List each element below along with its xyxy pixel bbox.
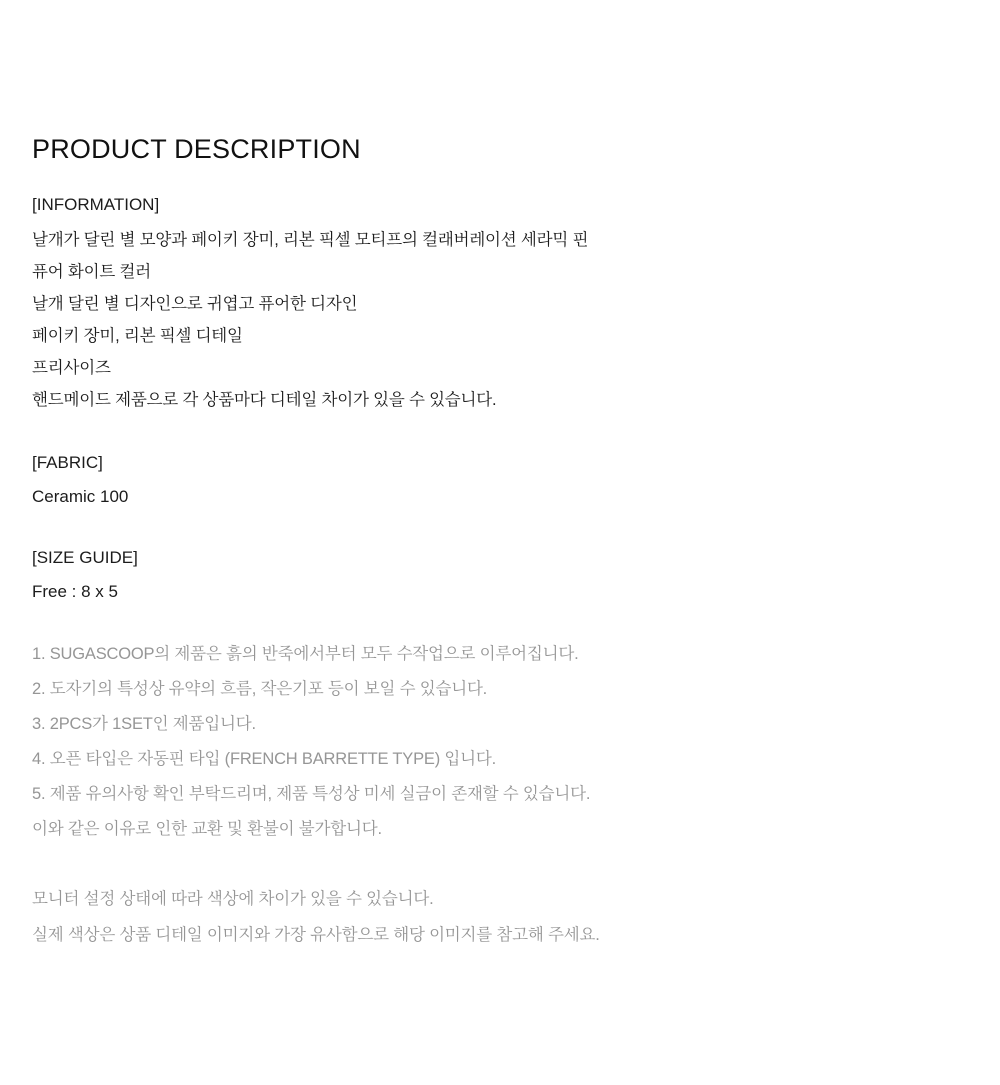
note-line: 2. 도자기의 특성상 유약의 흐름, 작은기포 등이 보일 수 있습니다. [32,680,488,698]
information-lines [32,224,970,416]
information-line: 날개 달린 별 디자인으로 귀엽고 퓨어한 디자인 [32,295,358,313]
information-line: 페이키 장미, 리본 픽셀 디테일 [32,327,243,345]
size-guide-header: [SIZE GUIDE] [32,548,138,567]
information-line: 핸드메이드 제품으로 각 상품마다 디테일 차이가 있을 수 있습니다. [32,391,497,409]
page-title: PRODUCT DESCRIPTION [32,134,361,164]
fabric-value: Ceramic 100 [32,487,129,506]
information-line: 날개가 달린 별 모양과 페이키 장미, 리본 픽셀 모티프의 컬래버레이션 세라믹 핀 [32,231,589,249]
note-line: 3. 2PCS가 1SET인 제품입니다. [32,715,256,733]
note-line: 1. SUGASCOOP의 제품은 흙의 반죽에서부터 모두 수작업으로 이루어집니다. [32,645,579,663]
disclaimer-line: 실제 색상은 상품 디테일 이미지와 가장 유사함으로 해당 이미지를 참고해 주세요. [32,926,600,944]
information-line: 프리사이즈 [32,359,111,377]
information-line: 퓨어 화이트 컬러 [32,263,151,281]
fabric-section [32,446,970,514]
size-guide-value: Free : 8 x 5 [32,582,118,601]
fabric-header: [FABRIC] [32,453,103,472]
product-notes [32,637,970,847]
information-header: [INFORMATION] [32,195,160,214]
color-disclaimer [32,881,970,953]
disclaimer-line: 모니터 설정 상태에 따라 색상에 차이가 있을 수 있습니다. [32,890,434,908]
note-line: 4. 오픈 타입은 자동핀 타입 (FRENCH BARRETTE TYPE) 입니다. [32,750,496,768]
note-line: 이와 같은 이유로 인한 교환 및 환불이 불가합니다. [32,820,382,838]
information-section [32,188,970,416]
size-guide-section [32,541,970,609]
note-line: 5. 제품 유의사항 확인 부탁드리며, 제품 특성상 미세 실금이 존재할 수 있습니다. [32,785,591,803]
